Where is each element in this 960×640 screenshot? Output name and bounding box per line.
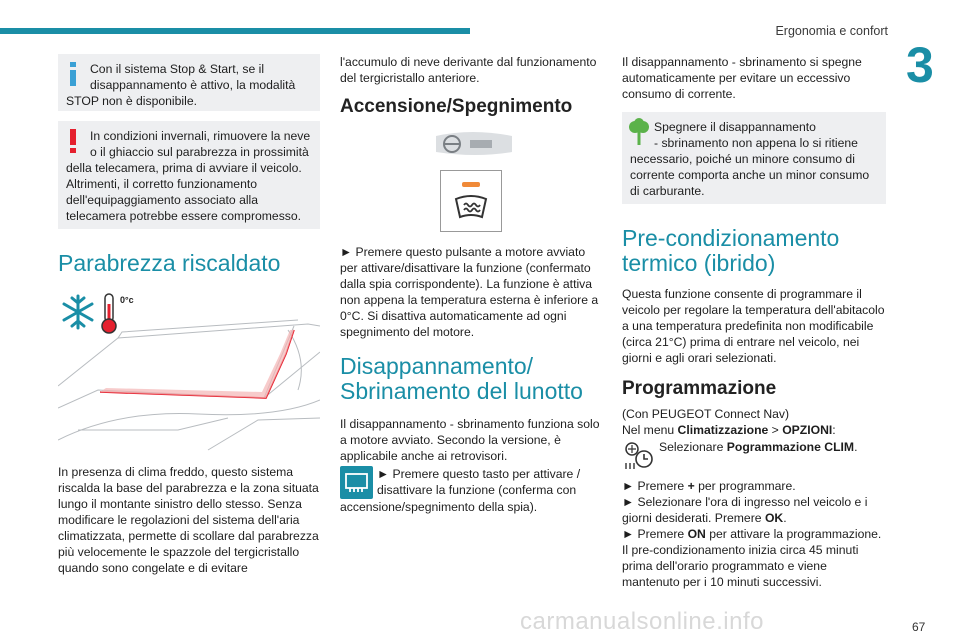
warning-note (58, 121, 320, 229)
temperature-label: 0°c (120, 295, 134, 305)
rear-btn-line1: ► Premere questo tasto per attivare / (377, 467, 581, 481)
button-indicator-light (462, 182, 480, 187)
onoff-heading: Accensione/Spegnimento (340, 96, 573, 117)
info-icon (66, 62, 80, 86)
eco-note (622, 112, 886, 204)
preconditioning-heading: Pre-condizionamento termico (ibrido) (622, 225, 840, 276)
info-note-line3: STOP non è disponibile. (66, 94, 197, 108)
section-title: Ergonomia e confort (775, 24, 888, 38)
programming-select: Selezionare Pogrammazione CLIM. (622, 439, 886, 472)
rear-window-instruction (340, 466, 603, 515)
page-number: 67 (912, 620, 926, 634)
column-1 (58, 54, 320, 576)
watermark: carmanualsonline.info (520, 608, 764, 635)
heated-windscreen-body: In presenza di clima freddo, questo sistema riscalda la base del parabrezza e la zona situata lungo il montante sinistro dello stesso. Senza modificare le regolazioni del sistema dell'aria climatizzata, permette di scollare dal parabrezza più velocemente le spazzole del tergicristallo quando sono congelate e di evitare (58, 465, 319, 575)
preconditioning-body: Questa funzione consente di programmare il veicolo per regolare la temperatura dell'abitacolo a una temperatura predefinita non modificabile (circa 21°C) prima di entrare nel veicolo, nei giorni e agli orari selezionati. (622, 287, 885, 365)
menu-opzioni: OPZIONI (782, 423, 833, 437)
warning-line1: In condizioni invernali, rimuovere la neve (90, 129, 311, 143)
step-2: ► Selezionare l'ora di ingresso nel veicolo e i giorni desiderati. Premere OK. (622, 495, 868, 525)
info-note-line1: Con il sistema Stop & Start, se il (90, 62, 265, 76)
eco-tree-icon (628, 118, 650, 146)
pogrammazione-clim-label: Pogrammazione CLIM (726, 440, 855, 454)
onoff-body: ► Premere questo pulsante a motore avviato per attivare/disattivare la funzione (confermato dalla spia corrispondente). La funzione è attiva non appena la temperatura esterna è inferiore a 0°C. Si disattiva automaticamente ad ogni spegnimento del motore. (340, 245, 599, 339)
clim-programming-icon (622, 439, 655, 472)
col2-intro: l'accumulo di neve derivante dal funzionamento del tergicristallo anteriore. (340, 55, 597, 85)
heated-windscreen-illustration (58, 290, 320, 452)
step-1: ► Premere + per programmare. (622, 479, 796, 493)
windscreen-heat-button[interactable] (440, 170, 502, 232)
eco-line2: - sbrinamento non appena lo si ritiene (654, 136, 858, 150)
rear-defrost-button-icon (340, 466, 373, 499)
eco-line1: Spegnere il disappannamento (654, 120, 816, 134)
programming-heading: Programmazione (622, 378, 777, 399)
column-3 (622, 54, 886, 590)
warning-line2: o il ghiaccio sul parabrezza in prossimità (90, 145, 309, 159)
rear-window-heading: Disappannamento/ Sbrinamento del lunotto (340, 353, 583, 404)
dashboard-location-icon (436, 130, 512, 162)
programming-line1: (Con PEUGEOT Connect Nav) (622, 407, 790, 421)
programming-menu-path: Nel menu Climatizzazione > OPZIONI: (622, 423, 836, 437)
menu-climatizzazione: Climatizzazione (677, 423, 769, 437)
info-note-line2: disappannamento è attivo, la modalità (90, 78, 296, 92)
heated-windscreen-heading: Parabrezza riscaldato (58, 250, 281, 276)
warning-line3: della telecamera, prima di avviare il veicolo. Altrimenti, il corretto funzionamento dell'equipaggiamento associato alla telecamera potrebbe essere compromesso. (66, 161, 302, 223)
top-accent-bar (0, 28, 470, 34)
step-3: ► Premere ON per attivare la programmazione. (622, 527, 882, 541)
thermometer-icon (102, 294, 116, 333)
rear-btn-line3: accensione/spegnimento della spia). (340, 500, 538, 514)
rear-btn-line2: disattivare la funzione (conferma con (377, 483, 577, 497)
warning-icon (66, 129, 80, 153)
eco-line3: necessario, poiché un minore consumo di corrente comporta anche un minor consumo di carburante. (630, 152, 870, 198)
column-2 (340, 54, 603, 515)
chapter-number: 3 (906, 37, 934, 93)
programming-final: Il pre-condizionamento inizia circa 45 minuti prima dell'orario programmato e viene mantenuto per i 10 minuti successivi. (622, 543, 859, 589)
rear-window-body: Il disappannamento - sbrinamento funziona solo a motore avviato. Secondo la versione, è applicabile anche ai retrovisori. (340, 417, 600, 463)
windscreen-heat-icon (454, 193, 488, 221)
col3-intro: Il disappannamento - sbrinamento si spegne automaticamente per evitare un eccessivo consumo di corrente. (622, 55, 862, 101)
snowflake-icon (64, 296, 92, 328)
info-note (58, 54, 320, 111)
